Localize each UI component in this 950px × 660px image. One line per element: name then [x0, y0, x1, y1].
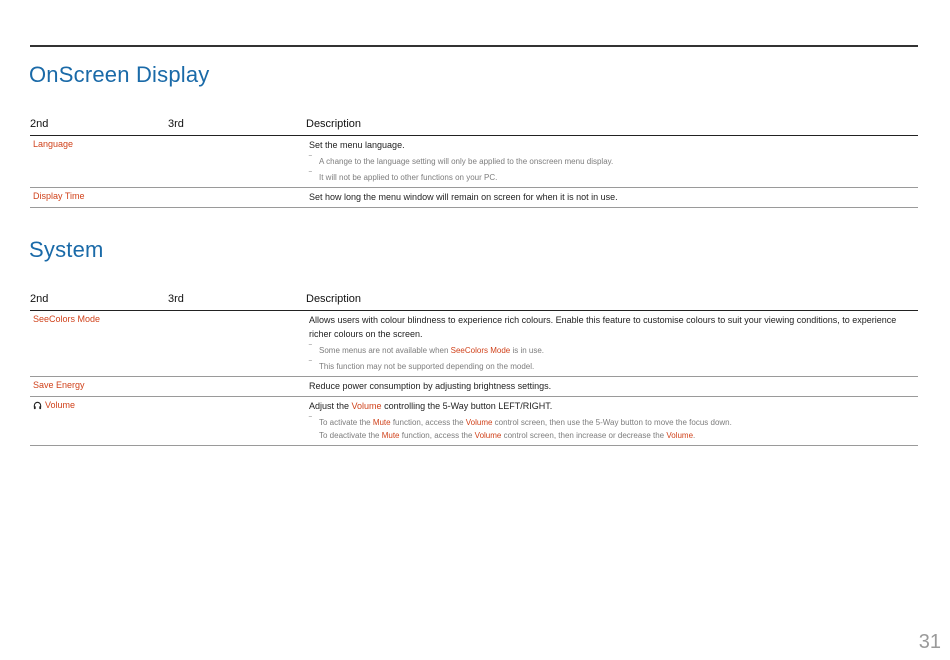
note: ‾ Some menus are not available when SeeColors Mode is in use. [309, 344, 545, 355]
description-main: Set how long the menu window will remain on screen for when it is not in use. [309, 192, 618, 202]
section-title-system: System [29, 237, 104, 262]
table-row-seecolors-mode [30, 311, 918, 377]
menu-item-volume [33, 400, 75, 410]
headphones-icon [33, 401, 42, 410]
description [309, 188, 918, 207]
note: ‾ To activate the Mute function, access the Volume control screen, then use the 5-Way button to move the focus down. To deactivate the Mute function, access the Volume control screen, then increase or decrease the Volume. [309, 416, 918, 442]
description [309, 397, 918, 445]
table-header [30, 116, 918, 136]
description [309, 136, 918, 187]
highlight-volume: Volume [666, 431, 694, 440]
header-3rd: 3rd [168, 118, 184, 130]
highlight-volume: Volume [465, 418, 493, 427]
header-description: Description [306, 118, 362, 130]
note: ‾ A change to the language setting will only be applied to the onscreen menu display. [309, 155, 614, 166]
description-main: Allows users with colour blindness to experience rich colours. Enable this feature to customise colours to suit your viewing conditions, to experience richer colours on the screen. [309, 315, 897, 339]
onscreen-display-table [30, 116, 918, 208]
highlight-seecolors-mode: SeeColors Mode [450, 346, 511, 355]
highlight-volume: Volume [474, 431, 502, 440]
description [309, 377, 918, 396]
highlight-mute: Mute [372, 418, 391, 427]
menu-item-label: Volume [45, 400, 76, 410]
menu-item-language: Language [33, 139, 74, 149]
table-row-language [30, 136, 918, 188]
header-2nd: 2nd [30, 293, 49, 305]
header-3rd: 3rd [168, 293, 184, 305]
menu-item-save-energy: Save Energy [33, 380, 85, 390]
menu-item-seecolors-mode: SeeColors Mode [33, 314, 101, 324]
note-text: This function may not be supported depending on the model. [319, 362, 535, 371]
table-row-display-time [30, 188, 918, 208]
description-main: Reduce power consumption by adjusting brightness settings. [309, 381, 552, 391]
page-number: 31 [918, 631, 941, 653]
highlight-volume: Volume [351, 401, 382, 411]
header-2nd: 2nd [30, 118, 49, 130]
note-text: It will not be applied to other functions on your PC. [319, 173, 498, 182]
note: ‾ This function may not be supported depending on the model. [309, 360, 535, 371]
table-header [30, 291, 918, 311]
menu-item-display-time: Display Time [33, 191, 85, 201]
note: ‾ It will not be applied to other functions on your PC. [309, 171, 498, 182]
note-text: A change to the language setting will only be applied to the onscreen menu display. [319, 157, 614, 166]
table-row-save-energy [30, 377, 918, 397]
note-line-2: To deactivate the Mute function, access the Volume control screen, then increase or decrease the Volume. [319, 431, 696, 440]
system-table [30, 291, 918, 446]
header-description: Description [306, 293, 362, 305]
description-main: Adjust the Volume controlling the 5-Way button LEFT/RIGHT. [309, 401, 553, 411]
section-title-onscreen-display: OnScreen Display [29, 62, 210, 87]
highlight-mute: Mute [381, 431, 400, 440]
description-main: Set the menu language. [309, 140, 405, 150]
top-divider [30, 45, 918, 47]
description [309, 311, 918, 376]
table-row-volume [30, 397, 918, 446]
